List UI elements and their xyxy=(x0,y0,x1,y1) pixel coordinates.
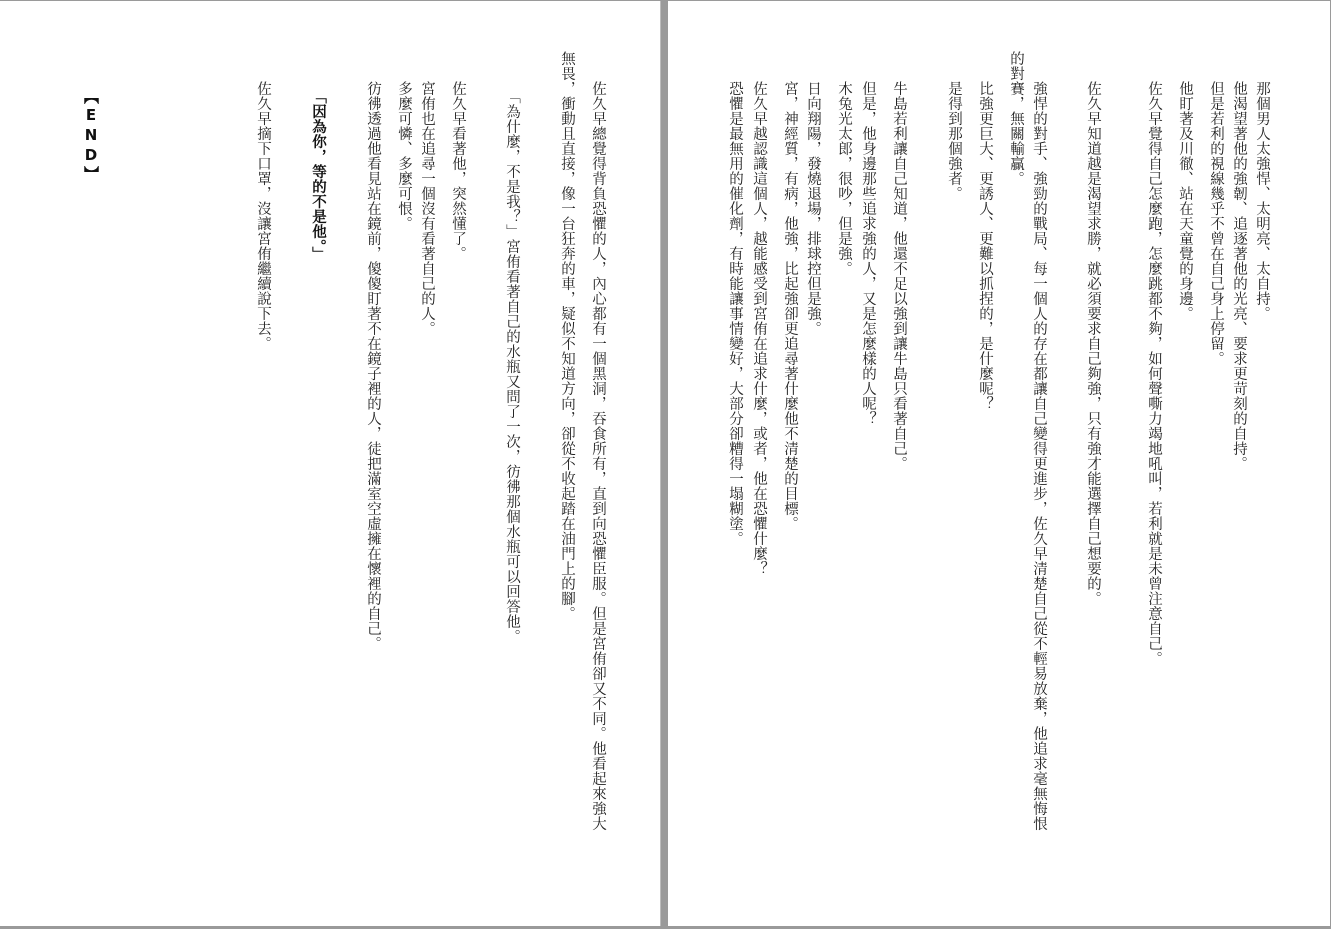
text-column: 的對賽，無關輸贏。 xyxy=(1008,51,1024,186)
text-column: 彷彿透過他看見站在鏡前，傻傻盯著不在鏡子裡的人，徒把滿室空虛擁在懷裡的自己。 xyxy=(365,81,381,651)
text-column: 比強更巨大、更誘人、更難以抓捏的，是什麼呢？ xyxy=(977,81,993,411)
text-column: 無畏，衝動且直接，像一台狂奔的車，疑似不知道方向，卻從不收起踏在油門上的腳。 xyxy=(559,51,575,621)
text-column: 宮，神經質，有病，他強，比起強卻更追尋著什麼他不清楚的目標。 xyxy=(782,81,798,531)
right-page xyxy=(668,1,1330,926)
text-column: 佐久早覺得自己怎麼跑，怎麼跳都不夠，如何聲嘶力竭地吼叫，若利就是未曾注意自己。 xyxy=(1146,81,1162,666)
text-column: 佐久早越認識這個人，越能感受到宮侑在追求什麼，或者，他在恐懼什麼？ xyxy=(751,81,767,576)
text-column: 佐久早總覺得背負恐懼的人，內心都有一個黑洞，吞食所有，直到向恐懼臣服。但是宮侑卻又不同。他看起來強大 xyxy=(590,81,606,831)
text-column: 但是，他身邊那些追求強的人，又是怎麼樣的人呢？ xyxy=(860,81,876,426)
text-column: 強悍的對手、強勁的戰局、每一個人的存在都讓自己變得更進步，佐久早清楚自己從不輕易放棄，他追求毫無悔恨 xyxy=(1031,81,1047,831)
text-column: 佐久早知道越是渴望求勝，就必須要求自己夠強，只有強才能選擇自己想要的。 xyxy=(1085,81,1101,606)
emphasis-quote: 「因為你，等的不是他。」 xyxy=(310,89,326,262)
text-column: 多麼可憐、多麼可恨。 xyxy=(396,81,412,231)
left-page xyxy=(0,1,661,926)
text-column: 木兔光太郎，很吵，但是強。 xyxy=(836,81,852,276)
text-column: 宮侑也在追尋一個沒有看著自己的人。 xyxy=(419,81,435,336)
text-column: 佐久早摘下口罩，沒讓宮侑繼續說下去。 xyxy=(255,81,271,351)
text-column: 但是若利的視線幾乎不曾在自己身上停留。 xyxy=(1208,81,1224,366)
text-column: 佐久早看著他，突然懂了。 xyxy=(450,81,466,261)
text-column: 他渴望著他的強韌、追逐著他的光亮、要求更苛刻的自持。 xyxy=(1231,81,1247,471)
text-column: 是得到那個強者。 xyxy=(946,81,962,201)
text-column: 牛島若利讓自己知道，他還不足以強到讓牛島只看著自己。 xyxy=(891,81,907,471)
end-mark: 【END】 xyxy=(82,89,100,183)
text-column: 他盯著及川徹、站在天童覺的身邊。 xyxy=(1177,81,1193,321)
text-column: 那個男人太強悍、太明亮、太自持。 xyxy=(1254,81,1270,321)
text-column: 「為什麼，不是我？」宮侑看著自己的水瓶又問了一次，彷彿那個水瓶可以回答他。 xyxy=(504,89,520,644)
text-column: 日向翔陽，發燒退場，排球控但是強。 xyxy=(805,81,821,336)
text-column: 恐懼是最無用的催化劑，有時能讓事情變好，大部分卻糟得一塌糊塗。 xyxy=(727,81,743,546)
